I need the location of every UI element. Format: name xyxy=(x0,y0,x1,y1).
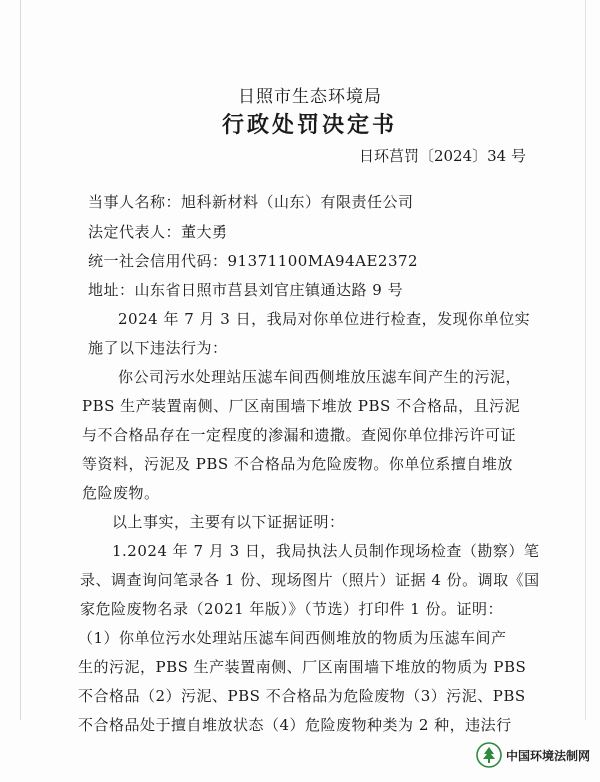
body-line: 1.2024 年 7 月 3 日，我局执法人员制作现场检查（勘察）笔 xyxy=(112,542,540,560)
body-line: PBS 生产装置南侧、厂区南围墙下堆放 PBS 不合格品，且污泥 xyxy=(82,397,521,415)
body-line: 家危险废物名录（2021 年版）》（节选）打印件 1 份。证明： xyxy=(80,600,504,618)
document-number: 日环莒罚〔2024〕34 号 xyxy=(358,147,526,165)
page-left-edge xyxy=(20,0,21,720)
body-line: 2024 年 7 月 3 日，我局对你单位进行检查，发现你单位实 xyxy=(118,310,531,328)
tree-logo-icon xyxy=(476,742,502,768)
body-line: 不合格品（2）污泥、PBS 不合格品为危险废物（3）污泥、PBS xyxy=(78,687,526,705)
body-line: 你公司污水处理站压滤车间西侧堆放压滤车间产生的污泥， xyxy=(118,368,522,386)
body-line: 以上事实，主要有以下证据证明： xyxy=(112,513,345,531)
watermark-text: 中国环境法制网 xyxy=(505,748,590,763)
body-line: 生的污泥，PBS 生产装置南侧、厂区南围墙下堆放的物质为 PBS xyxy=(78,658,527,676)
credit-code: 统一社会信用代码：91371100MA94AE2372 xyxy=(88,252,419,270)
body-line: 危险废物。 xyxy=(82,484,160,502)
body-line: 录、调查询问笔录各 1 份、现场图片（照片）证据 4 份。调取《国 xyxy=(80,571,540,589)
address: 地址：山东省日照市莒县刘官庄镇通达路 9 号 xyxy=(88,281,404,299)
issuing-organization: 日照市生态环境局 xyxy=(238,87,382,107)
body-line: 不合格品处于擅自堆放状态（4）危险废物种类为 2 种，违法行 xyxy=(78,716,512,734)
site-watermark xyxy=(476,742,590,768)
legal-representative: 法定代表人：董大勇 xyxy=(88,223,228,241)
body-line: 等资料，污泥及 PBS 不合格品为危险废物。你单位系擅自堆放 xyxy=(82,455,513,473)
body-line: （1）你单位污水处理站压滤车间西侧堆放的物质为压滤车间产 xyxy=(78,629,507,647)
document-title: 行政处罚决定书 xyxy=(222,112,398,138)
body-line: 与不合格品存在一定程度的渗漏和遗撒。查阅你单位排污许可证 xyxy=(82,426,517,444)
page-right-edge xyxy=(585,0,586,720)
body-line: 施了以下违法行为： xyxy=(88,339,228,357)
party-name: 当事人名称：旭科新材料（山东）有限责任公司 xyxy=(88,193,414,211)
